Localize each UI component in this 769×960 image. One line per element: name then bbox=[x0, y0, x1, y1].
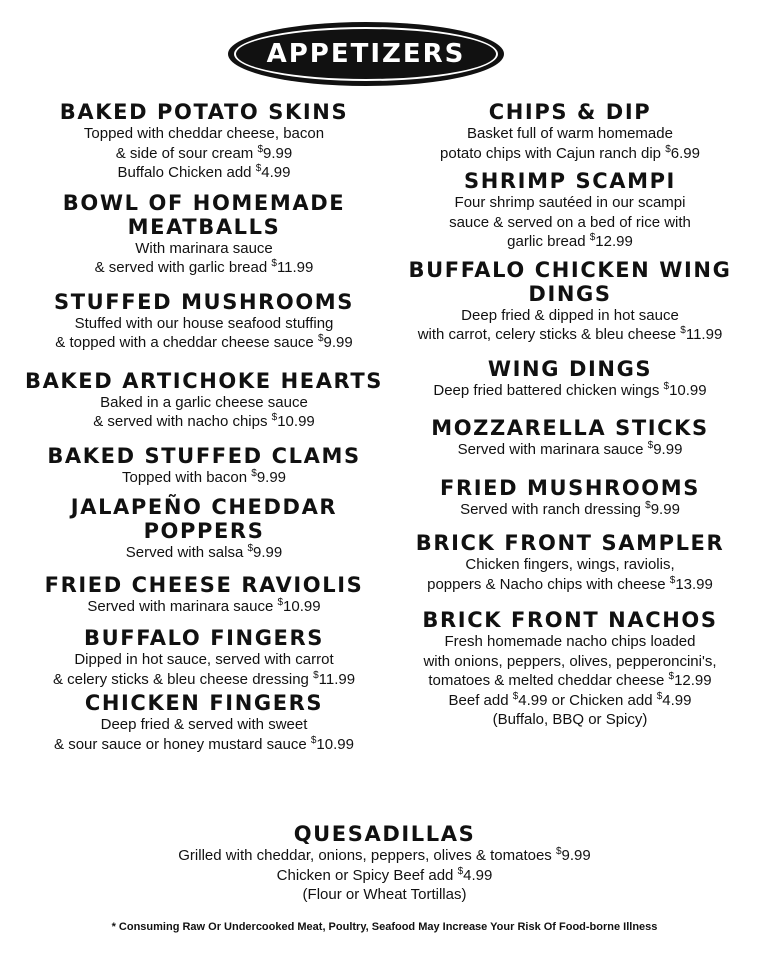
dollar-sign: $ bbox=[251, 467, 257, 479]
banner-border bbox=[234, 27, 498, 81]
item-price: 10.99 bbox=[669, 381, 707, 399]
description-text: Served with marinara sauce bbox=[87, 597, 278, 615]
item-description-line bbox=[384, 381, 756, 401]
item-description-line bbox=[384, 575, 756, 595]
item-name: CHIPS & DIP bbox=[488, 100, 652, 124]
right-menu-column bbox=[384, 100, 756, 730]
item-description-line bbox=[18, 597, 390, 617]
menu-item bbox=[384, 608, 756, 730]
item-name: BOWL OF HOMEMADE MEATBALLS bbox=[62, 190, 346, 239]
menu-item bbox=[384, 531, 756, 594]
description-text: (Flour or Wheat Tortillas) bbox=[302, 886, 467, 903]
dollar-sign: $ bbox=[668, 671, 675, 682]
item-description-line bbox=[18, 124, 390, 144]
item-description-line bbox=[18, 333, 390, 353]
description-text: Served with ranch dressing bbox=[460, 500, 646, 518]
item-description-line bbox=[18, 715, 390, 735]
description-text: Basket full of warm homemade bbox=[467, 125, 673, 142]
item-name: MOZZARELLA STICKS bbox=[431, 416, 709, 440]
item-description-line bbox=[384, 671, 756, 691]
item-description-line bbox=[18, 543, 390, 563]
dollar-sign: $ bbox=[645, 499, 651, 511]
description-text: (Buffalo, BBQ or Spicy) bbox=[492, 711, 648, 728]
menu-item bbox=[18, 191, 390, 278]
item-description-line bbox=[0, 846, 769, 866]
page-title: APPETIZERS bbox=[266, 39, 466, 69]
item-price: 10.99 bbox=[316, 735, 354, 753]
item-price: 9.99 bbox=[653, 441, 683, 458]
item-name: BAKED ARTICHOKE HEARTS bbox=[24, 368, 384, 393]
menu-item bbox=[18, 495, 390, 563]
item-name: QUESADILLAS bbox=[293, 822, 476, 846]
description-text: Chicken fingers, wings, raviolis, bbox=[465, 556, 675, 573]
dollar-sign: $ bbox=[255, 163, 262, 174]
description-text: & topped with a cheddar cheese sauce bbox=[55, 334, 318, 351]
item-price: 9.99 bbox=[323, 334, 353, 351]
description-text: or Chicken add bbox=[547, 691, 657, 709]
item-price: 9.99 bbox=[650, 500, 680, 518]
item-price: 4.99 bbox=[518, 691, 548, 709]
dollar-sign: $ bbox=[663, 380, 670, 392]
menu-item bbox=[384, 476, 756, 520]
menu-item bbox=[384, 169, 756, 252]
item-price: 9.99 bbox=[253, 544, 283, 561]
left-menu-column bbox=[18, 100, 390, 754]
dollar-sign: $ bbox=[512, 690, 519, 702]
description-text: poppers & Nacho chips with cheese bbox=[427, 575, 670, 593]
description-text: Chicken or Spicy Beef add bbox=[276, 866, 458, 884]
item-description-line bbox=[384, 632, 756, 652]
description-text: & side of sour cream bbox=[115, 144, 258, 162]
item-description-line bbox=[0, 866, 769, 886]
item-description-line bbox=[18, 163, 390, 183]
dollar-sign: $ bbox=[680, 325, 686, 336]
item-price: 6.99 bbox=[670, 144, 700, 162]
footnote: * Consuming Raw Or Undercooked Meat, Poultry, Seafood May Increase Your Risk Of Food-borne Illness bbox=[111, 921, 658, 933]
description-text: garlic bread bbox=[507, 233, 590, 250]
description-text: & served with nacho chips bbox=[93, 413, 272, 430]
item-description-line bbox=[384, 710, 756, 730]
dollar-sign: $ bbox=[310, 734, 317, 746]
item-price: 11.99 bbox=[685, 326, 723, 343]
dollar-sign: $ bbox=[317, 333, 324, 344]
item-name: JALAPEÑO CHEDDAR POPPERS bbox=[70, 495, 338, 543]
item-description-line bbox=[18, 144, 390, 164]
item-name: SHRIMP SCAMPI bbox=[464, 169, 676, 193]
dollar-sign: $ bbox=[271, 412, 278, 423]
item-name: WING DINGS bbox=[487, 356, 653, 381]
item-description-line bbox=[18, 258, 390, 278]
dollar-sign: $ bbox=[313, 669, 319, 681]
item-price: 9.99 bbox=[263, 144, 293, 162]
description-text: Buffalo Chicken add bbox=[117, 164, 256, 181]
description-text: tomatoes & melted cheddar cheese bbox=[428, 672, 669, 689]
item-description-line bbox=[0, 885, 769, 905]
menu-item bbox=[18, 691, 390, 754]
dollar-sign: $ bbox=[656, 690, 663, 702]
menu-item bbox=[384, 357, 756, 401]
menu-item bbox=[18, 290, 390, 353]
description-text: Grilled with cheddar, onions, peppers, olives & tomatoes bbox=[178, 847, 556, 864]
item-description-line bbox=[18, 670, 390, 690]
menu-item bbox=[384, 416, 756, 460]
item-price: 4.99 bbox=[261, 164, 291, 181]
item-description-line bbox=[384, 124, 756, 144]
item-name: FRIED CHEESE RAVIOLIS bbox=[44, 572, 364, 597]
description-text: Beef add bbox=[448, 691, 513, 709]
menu-item bbox=[18, 369, 390, 432]
item-description-line bbox=[18, 239, 390, 259]
menu-item bbox=[18, 573, 390, 617]
menu-item bbox=[384, 100, 756, 163]
description-text: Topped with cheddar cheese, bacon bbox=[83, 125, 325, 142]
dollar-sign: $ bbox=[647, 440, 654, 451]
description-text: with carrot, celery sticks & bleu cheese bbox=[417, 326, 681, 343]
description-text: with onions, peppers, olives, pepperoncini's, bbox=[423, 652, 717, 670]
description-text: Topped with bacon bbox=[121, 468, 252, 486]
item-name: BRICK FRONT NACHOS bbox=[422, 608, 718, 632]
item-price: 10.99 bbox=[277, 413, 315, 430]
dollar-sign: $ bbox=[271, 258, 277, 269]
item-name: FRIED MUSHROOMS bbox=[440, 475, 700, 500]
item-description-line bbox=[18, 393, 390, 413]
description-text: potato chips with Cajun ranch dip bbox=[440, 144, 666, 162]
dollar-sign: $ bbox=[257, 143, 264, 155]
item-description-line bbox=[384, 213, 756, 233]
description-text: Served with salsa bbox=[125, 544, 248, 561]
item-name: BAKED POTATO SKINS bbox=[59, 100, 349, 124]
description-text: sauce & served on a bed of rice with bbox=[449, 213, 691, 231]
item-price: 11.99 bbox=[318, 670, 356, 688]
description-text: & served with garlic bread bbox=[94, 259, 272, 276]
item-name: BUFFALO FINGERS bbox=[84, 626, 324, 650]
description-text: Baked in a garlic cheese sauce bbox=[100, 393, 308, 411]
item-description-line bbox=[384, 144, 756, 164]
item-description-line bbox=[18, 468, 390, 488]
description-text: Deep fried & dipped in hot sauce bbox=[461, 306, 679, 324]
item-price: 10.99 bbox=[283, 597, 321, 615]
menu-item bbox=[18, 444, 390, 488]
description-text: Deep fried battered chicken wings bbox=[433, 381, 664, 399]
item-name: BRICK FRONT SAMPLER bbox=[415, 531, 725, 555]
item-description-line bbox=[384, 325, 756, 345]
item-description-line bbox=[384, 500, 756, 520]
item-price: 12.99 bbox=[595, 233, 633, 250]
quesadillas-section bbox=[0, 822, 769, 905]
item-price: 11.99 bbox=[276, 259, 314, 276]
menu-item bbox=[18, 626, 390, 689]
item-description-line bbox=[384, 440, 756, 460]
item-description-line bbox=[384, 555, 756, 575]
item-name: BUFFALO CHICKEN WING DINGS bbox=[408, 257, 732, 306]
item-description-line bbox=[384, 691, 756, 711]
item-price: 4.99 bbox=[662, 691, 692, 709]
dollar-sign: $ bbox=[247, 543, 254, 554]
item-description-line bbox=[18, 735, 390, 755]
item-description-line bbox=[18, 314, 390, 334]
item-name: STUFFED MUSHROOMS bbox=[53, 289, 355, 314]
appetizers-banner bbox=[228, 22, 504, 86]
description-text: & sour sauce or honey mustard sauce bbox=[54, 735, 311, 753]
description-text: Dipped in hot sauce, served with carrot bbox=[74, 651, 334, 668]
dollar-sign: $ bbox=[589, 232, 596, 243]
item-description-line bbox=[18, 412, 390, 432]
dollar-sign: $ bbox=[457, 865, 464, 877]
item-description-line bbox=[384, 652, 756, 672]
item-price: 12.99 bbox=[674, 672, 712, 689]
dollar-sign: $ bbox=[277, 596, 284, 608]
description-text: & celery sticks & bleu cheese dressing bbox=[52, 670, 314, 688]
item-price: 9.99 bbox=[256, 468, 287, 486]
item-name: BAKED STUFFED CLAMS bbox=[47, 443, 361, 468]
item-price: 9.99 bbox=[561, 847, 591, 864]
dollar-sign: $ bbox=[665, 143, 671, 155]
dollar-sign: $ bbox=[669, 574, 676, 586]
item-description-line bbox=[384, 306, 756, 326]
item-description-line bbox=[18, 650, 390, 670]
menu-item bbox=[18, 100, 390, 183]
description-text: Fresh homemade nacho chips loaded bbox=[444, 633, 696, 650]
description-text: With marinara sauce bbox=[135, 239, 273, 257]
description-text: Stuffed with our house seafood stuffing bbox=[74, 314, 334, 332]
item-name: CHICKEN FINGERS bbox=[84, 691, 324, 715]
description-text: Deep fried & served with sweet bbox=[100, 716, 308, 733]
item-price: 13.99 bbox=[675, 575, 713, 593]
description-text: Four shrimp sautéed in our scampi bbox=[454, 194, 686, 211]
item-price: 4.99 bbox=[463, 866, 493, 884]
description-text: Served with marinara sauce bbox=[457, 441, 648, 458]
item-description-line bbox=[384, 193, 756, 213]
menu-item bbox=[384, 258, 756, 345]
dollar-sign: $ bbox=[555, 846, 562, 857]
item-description-line bbox=[384, 232, 756, 252]
